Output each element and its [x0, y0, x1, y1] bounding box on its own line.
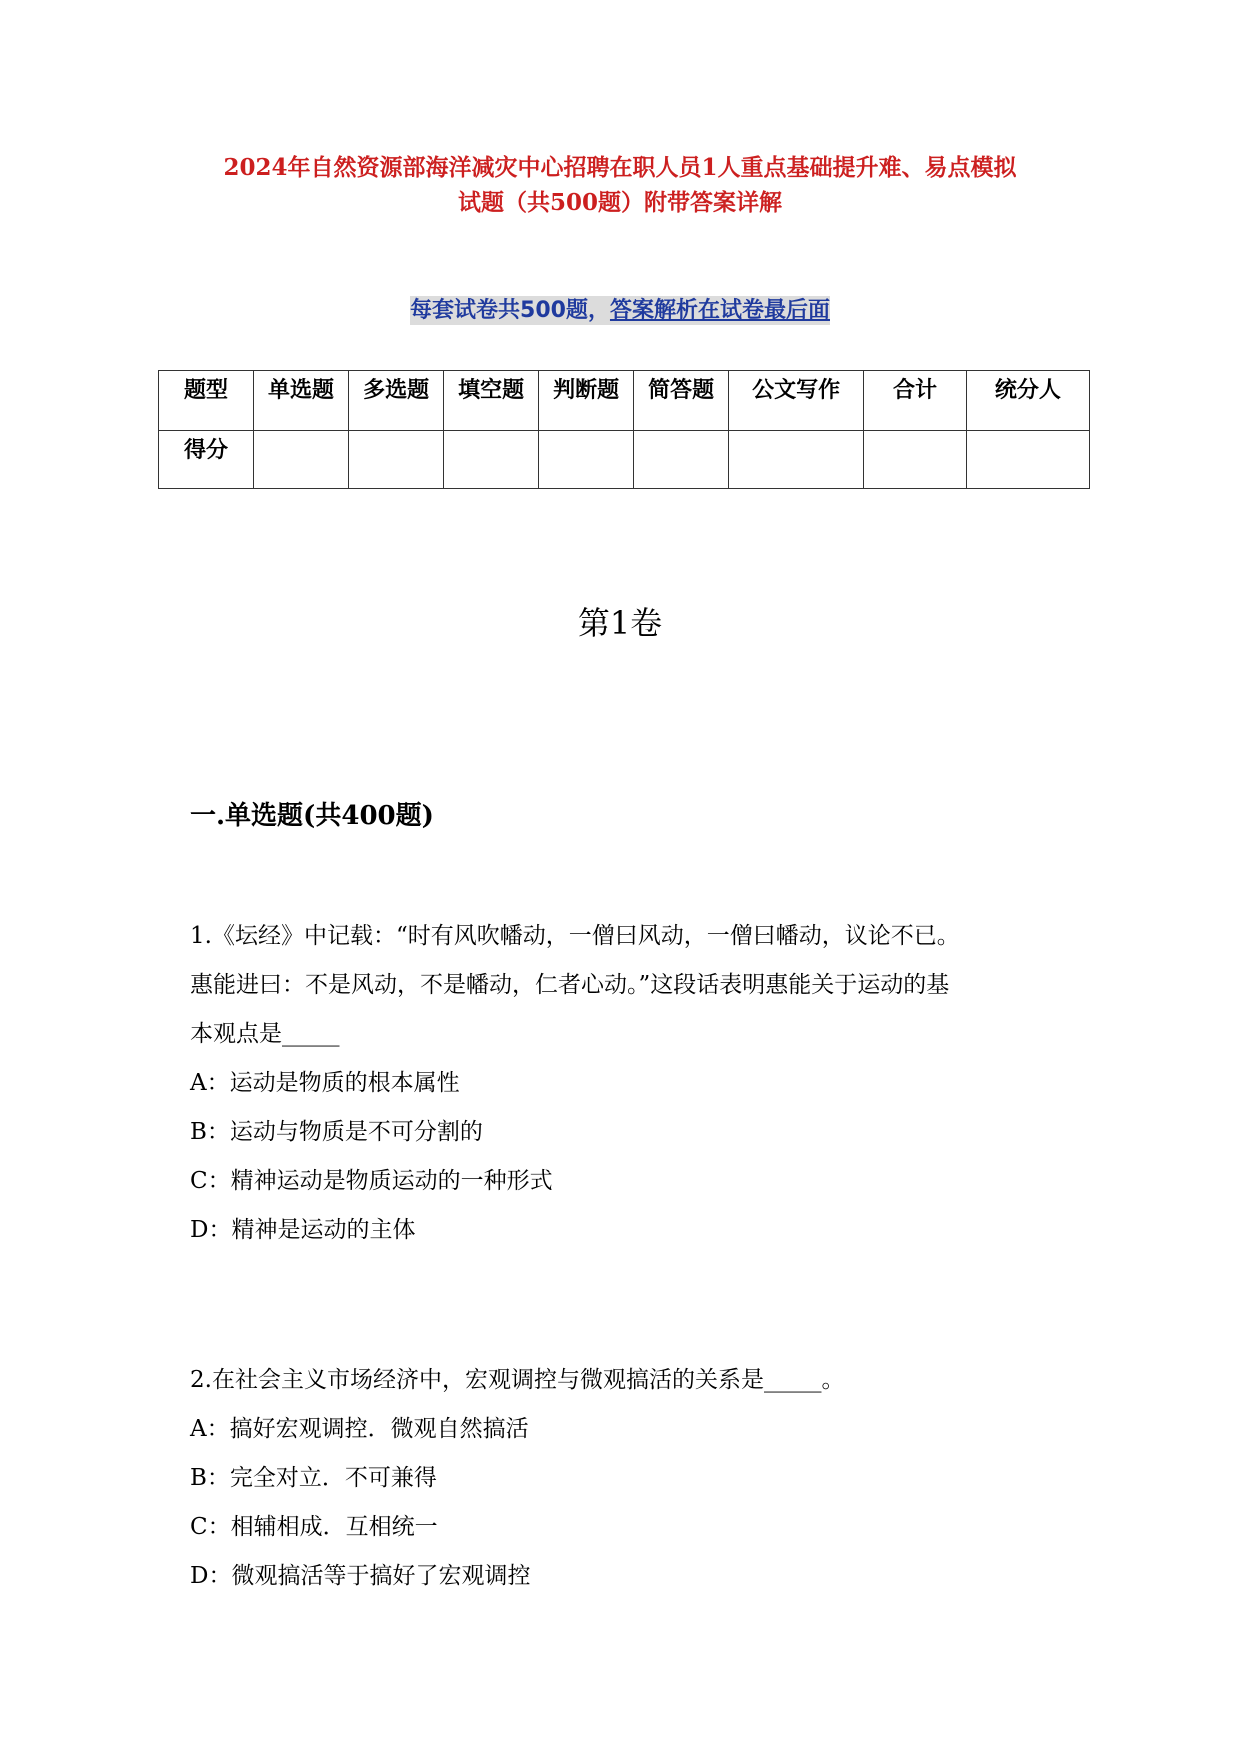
score-cell	[444, 431, 539, 489]
score-table-header-row	[159, 371, 1090, 431]
score-cell	[539, 431, 634, 489]
option-d: D：微观搞活等于搞好了宏观调控	[190, 1563, 531, 1589]
section-title: 一.单选题(共400题)	[190, 801, 434, 831]
option-a: A：搞好宏观调控．微观自然搞活	[190, 1416, 529, 1442]
header-cell: 统分人	[966, 371, 1089, 431]
question-text-line: 1.《坛经》中记载：“时有风吹幡动，一僧曰风动，一僧曰幡动，议论不已。	[190, 923, 960, 949]
answer-location-link[interactable]: 答案解析在试卷最后面	[609, 298, 830, 323]
document-title	[150, 150, 1090, 220]
header-cell: 简答题	[634, 371, 729, 431]
score-cell	[634, 431, 729, 489]
header-cell: 题型	[159, 371, 254, 431]
subtitle-text	[410, 296, 830, 325]
option-d: D：精神是运动的主体	[190, 1217, 416, 1243]
question-1	[190, 912, 1060, 1255]
question-text-line: 惠能进曰：不是风动，不是幡动，仁者心动。”这段话表明惠能关于运动的基	[190, 972, 950, 998]
option-b: B：运动与物质是不可分割的	[190, 1119, 483, 1145]
header-cell: 单选题	[254, 371, 349, 431]
header-cell: 公文写作	[729, 371, 864, 431]
score-table-score-row	[159, 431, 1090, 489]
header-cell: 判断题	[539, 371, 634, 431]
subtitle	[0, 293, 1240, 324]
option-b: B：完全对立．不可兼得	[190, 1465, 437, 1491]
subtitle-number: 500	[520, 298, 566, 323]
score-cell	[349, 431, 444, 489]
volume-title: 第1卷	[577, 604, 663, 642]
header-cell: 合计	[864, 371, 967, 431]
header-cell: 填空题	[444, 371, 539, 431]
score-row-label: 得分	[159, 431, 254, 489]
subtitle-part-1: 每套试卷共	[410, 298, 521, 323]
score-cell	[729, 431, 864, 489]
score-cell	[864, 431, 967, 489]
option-a: A：运动是物质的根本属性	[190, 1070, 460, 1096]
score-cell	[966, 431, 1089, 489]
header-cell: 多选题	[349, 371, 444, 431]
option-c: C：精神运动是物质运动的一种形式	[190, 1168, 553, 1194]
score-cell	[254, 431, 349, 489]
option-c: C：相辅相成．互相统一	[190, 1514, 438, 1540]
question-text-line: 本观点是_____	[190, 1021, 340, 1047]
score-table	[158, 370, 1090, 489]
title-line-2: 试题（共500题）附带答案详解	[457, 189, 782, 216]
subtitle-part-2: 题，	[565, 298, 610, 323]
question-2	[190, 1356, 1060, 1601]
question-text-line: 2.在社会主义市场经济中，宏观调控与微观搞活的关系是_____。	[190, 1367, 845, 1393]
title-line-1: 2024年自然资源部海洋减灾中心招聘在职人员1人重点基础提升难、易点模拟	[223, 154, 1017, 181]
